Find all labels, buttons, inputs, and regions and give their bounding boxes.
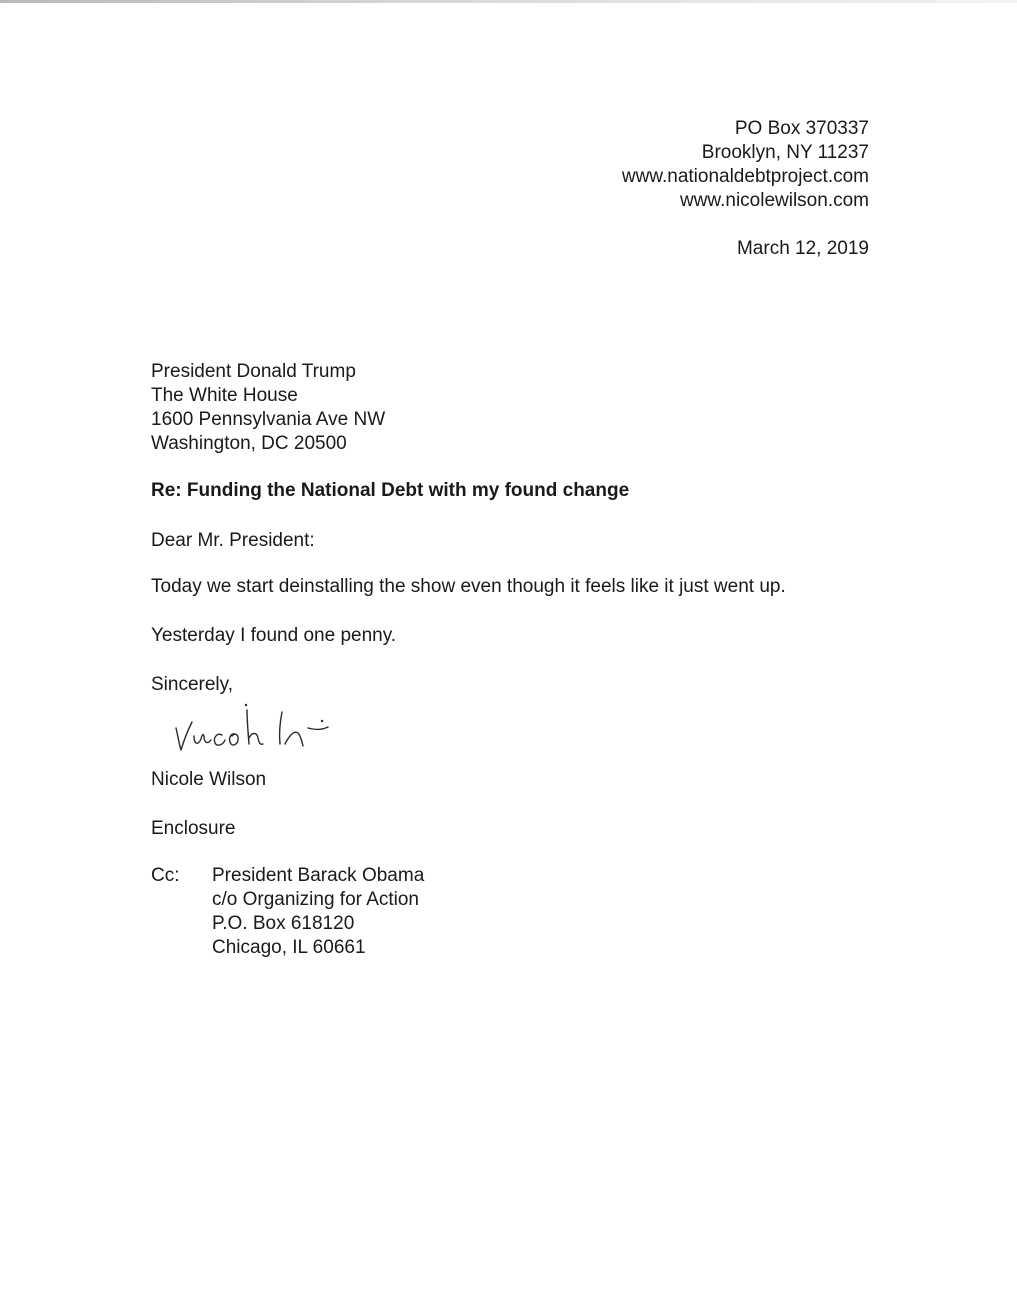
body-paragraph: Today we start deinstalling the show even though it feels like it just went up. bbox=[151, 576, 786, 597]
cc-line: P.O. Box 618120 bbox=[212, 913, 355, 934]
closing: Sincerely, bbox=[151, 674, 234, 695]
sender-line: PO Box 370337 bbox=[734, 118, 869, 139]
cc-line: President Barack Obama bbox=[212, 865, 425, 886]
recipient-line: The White House bbox=[151, 385, 298, 406]
sender-line: Brooklyn, NY 11237 bbox=[701, 142, 869, 163]
signer-name: Nicole Wilson bbox=[151, 769, 267, 790]
scan-edge bbox=[0, 0, 1017, 3]
body-paragraph: Yesterday I found one penny. bbox=[151, 625, 397, 646]
recipient-address bbox=[151, 360, 385, 456]
sender-address bbox=[622, 117, 869, 213]
enclosure-note: Enclosure bbox=[151, 818, 236, 839]
sender-website: www.nicolewilson.com bbox=[679, 190, 869, 211]
recipient-line: President Donald Trump bbox=[151, 361, 356, 382]
salutation: Dear Mr. President: bbox=[151, 530, 315, 551]
handwritten-signature-icon bbox=[170, 702, 370, 758]
recipient-line: 1600 Pennsylvania Ave NW bbox=[151, 409, 386, 430]
recipient-line: Washington, DC 20500 bbox=[151, 433, 347, 454]
letter-date: March 12, 2019 bbox=[736, 238, 869, 259]
sender-website: www.nationaldebtproject.com bbox=[621, 166, 869, 187]
cc-label: Cc: bbox=[151, 865, 180, 886]
cc-line: c/o Organizing for Action bbox=[212, 889, 419, 910]
cc-line: Chicago, IL 60661 bbox=[212, 937, 366, 958]
cc-address bbox=[212, 864, 424, 960]
subject-line: Re: Funding the National Debt with my found change bbox=[151, 480, 630, 501]
